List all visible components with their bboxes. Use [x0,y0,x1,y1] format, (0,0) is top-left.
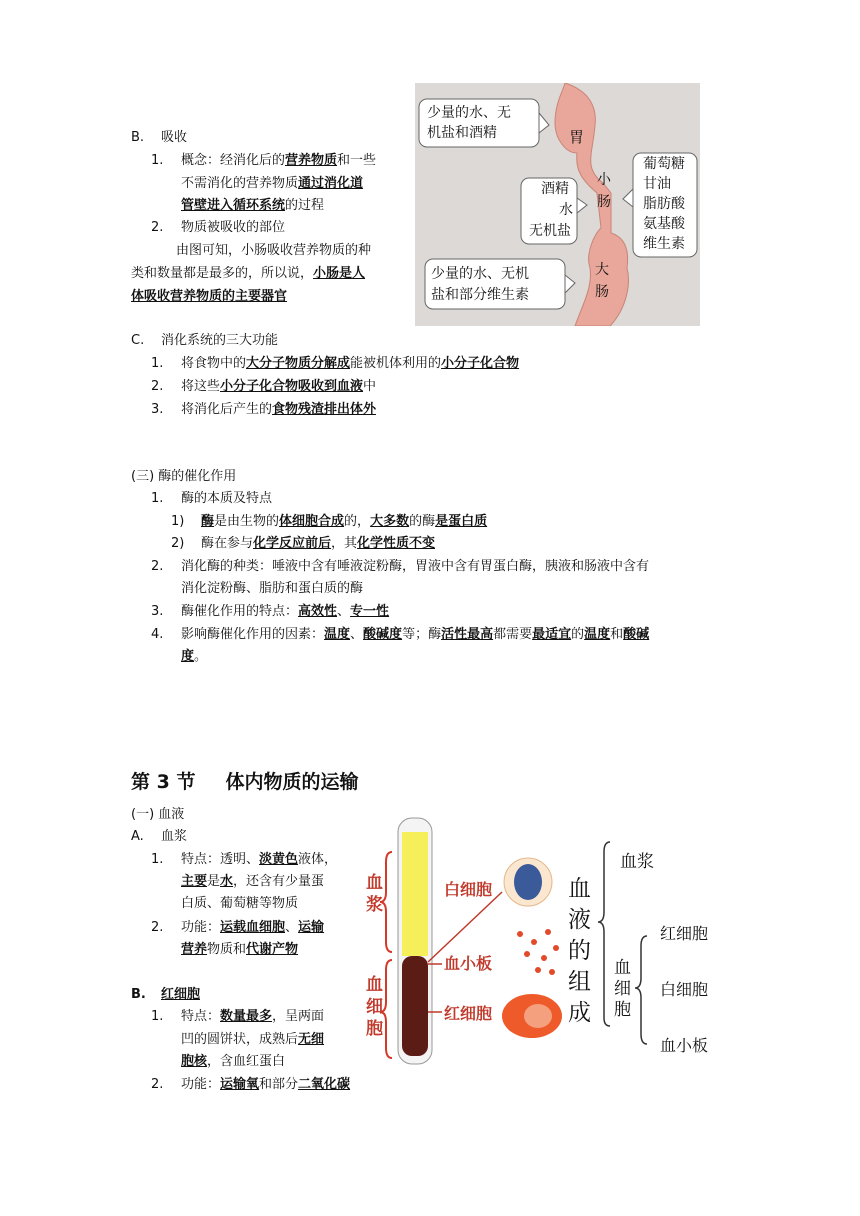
box-text: 少量的水、无 [427,105,511,121]
plasma-branch-label: 血浆 [620,852,654,872]
box-text: 少量的水、无机 [431,266,529,282]
text: 、 [337,604,351,619]
section-b-letter: B. [131,130,145,145]
keyword: 小分子化合物 [441,356,520,371]
keyword: 运载血细胞 [220,920,286,935]
list-number: 1. [151,491,164,506]
blood-heading: (一) 血液 [131,807,185,822]
rbc-title: 红细胞 [161,987,201,1002]
text: 和部分 [259,1077,299,1092]
keyword: 高效性 [298,604,338,619]
text: 。 [194,649,208,664]
list-number: 1. [151,153,164,168]
keyword: 营养 [181,942,208,957]
text: 概念：经消化后的 [181,153,286,168]
text: ，呈两面 [272,1009,325,1024]
small-intestine-label: 小肠 [597,172,611,210]
section-number: 第 3 节 [131,771,196,793]
keyword: 酸碱 [623,627,650,642]
rbc-branch-label: 红细胞 [660,924,709,943]
wbc-branch-label: 白细胞 [660,980,709,999]
text: 凹的圆饼状，成熟后 [181,1032,299,1047]
box-text: 氨基酸 [643,216,685,232]
text: 、 [285,920,299,935]
list-number: 3. [151,604,164,619]
platelet-branch-label: 血小板 [660,1036,709,1055]
keyword: 温度 [584,627,611,642]
keyword: 化学反应前后 [253,536,332,551]
box-text: 盐和部分维生素 [431,287,529,303]
sub-number: 2) [171,536,185,551]
enzyme-heading: (三) 酶的催化作用 [131,469,237,484]
keyword: 通过消化道 [298,176,364,191]
keyword: 管壁进入循环系统 [181,198,286,213]
section-c-title: 消化系统的三大功能 [161,333,279,348]
rbc-feature-line2 [181,1030,324,1050]
absorption-definition-line2 [181,174,363,194]
enzyme-subitem [201,512,487,532]
plasma-function-line2 [181,940,298,960]
enzyme-item: 消化淀粉酶、脂肪和蛋白质的酶 [181,581,364,596]
text: 特点：透明、 [181,852,260,867]
absorption-site-heading: 物质被吸收的部位 [181,220,286,235]
keyword: 是蛋白质 [435,514,488,529]
keyword: 温度 [324,627,351,642]
platelet-label: 血小板 [444,954,493,973]
function-item [181,377,376,397]
absorption-definition-line1 [181,151,376,171]
keyword: 食物残渣排出体外 [272,402,377,417]
blood-composition-figure [362,812,742,1074]
text: 功能： [181,920,221,935]
list-number: 1. [151,356,164,371]
keyword: 运输 [298,920,325,935]
plasma-feature-line3: 白质、葡萄糖等物质 [181,896,299,911]
plasma-feature-line2 [181,872,324,892]
text: 中 [363,379,377,394]
keyword: 小分子化合物吸收到血液 [220,379,364,394]
keyword: 专一性 [350,604,390,619]
list-number: 1. [151,852,164,867]
text: 的， [344,514,371,529]
plasma-letter: A. [131,829,144,844]
keyword: 度 [181,649,195,664]
keyword: 淡黄色 [259,852,299,867]
text: 的酶 [409,514,436,529]
keyword: 主要 [181,874,208,889]
plasma-title: 血浆 [161,829,188,844]
box-text: 维生素 [643,236,685,252]
keyword: 酸碱度 [363,627,403,642]
box-text: 无机盐 [529,223,571,239]
text: ，含血红蛋白 [207,1054,286,1069]
section-c-letter: C. [131,333,145,348]
box-text: 机盐和酒精 [427,125,497,141]
paragraph-line: 由图可知，小肠吸收营养物质的种 [176,243,372,258]
rbc-function [181,1075,350,1095]
text: 物质和 [207,942,247,957]
text: 、 [350,627,364,642]
enzyme-item: 酶的本质及特点 [181,491,273,506]
keyword: 运输氧 [220,1077,260,1092]
text: 特点： [181,1009,221,1024]
wbc-label: 白细胞 [444,880,493,899]
enzyme-item [181,625,649,645]
box-text: 葡萄糖 [643,156,685,172]
box-text: 脂肪酸 [643,196,685,212]
absorption-figure [415,83,700,326]
text: 的 [571,627,585,642]
plasma-feature-line1 [181,850,337,870]
text: 和一些 [337,153,377,168]
box-text: 甘油 [643,176,671,192]
section-title: 体内物质的运输 [225,771,359,793]
keyword: 小肠是人 [313,266,366,281]
plasma-function-line1 [181,918,324,938]
keyword: 活性最高 [441,627,494,642]
keyword: 体细胞合成 [279,514,345,529]
text: 影响酶催化作用的因素： [181,627,325,642]
text: 是 [207,874,221,889]
text: 将这些 [181,379,221,394]
text: 不需消化的营养物质 [181,176,299,191]
text: ，还含有少量蛋 [233,874,325,889]
keyword: 营养物质 [285,153,338,168]
box-text: 酒精 [541,181,569,197]
text: 的过程 [285,198,325,213]
list-number: 1. [151,1009,164,1024]
list-number: 2. [151,920,164,935]
keyword: 体吸收营养物质的主要器官 [131,289,288,304]
keyword: 水 [220,874,234,889]
section-b-title: 吸收 [161,130,188,145]
rbc-feature-line1 [181,1007,324,1027]
rbc-letter: B. [131,987,146,1002]
text: 将消化后产生的 [181,402,273,417]
enzyme-item [181,602,389,622]
list-number: 3. [151,402,164,417]
function-item [181,400,376,420]
keyword: 无细 [298,1032,325,1047]
keyword: 胞核 [181,1054,208,1069]
rbc-label: 红细胞 [444,1004,493,1023]
list-number: 2. [151,1077,164,1092]
absorption-definition-line3 [181,196,324,216]
text: 酶催化作用的特点： [181,604,299,619]
rbc-feature-line3 [181,1052,285,1072]
text: ，其 [331,536,358,551]
keyword: 二氧化碳 [298,1077,351,1092]
sub-number: 1) [171,514,185,529]
keyword: 化学性质不变 [357,536,436,551]
blood-composition-title: 血液的组成 [568,876,591,1026]
enzyme-item [181,647,207,667]
list-number: 2. [151,220,164,235]
paragraph-line [131,264,365,284]
text: 液体， [298,852,338,867]
text: 都需要 [493,627,533,642]
text: 能被机体利用的 [350,356,442,371]
large-intestine-label: 大肠 [595,262,609,300]
plasma-vertical-label: 血浆 [366,873,383,915]
enzyme-subitem [201,534,435,554]
paragraph-line [131,287,287,307]
keyword: 大多数 [370,514,410,529]
text: 等；酶 [402,627,442,642]
section-heading [131,769,358,798]
cells-vertical-label: 血细胞 [366,975,383,1039]
keyword: 大分子物质分解成 [246,356,351,371]
function-item [181,354,519,374]
list-number: 2. [151,559,164,574]
text: 酶在参与 [201,536,254,551]
text: 功能： [181,1077,221,1092]
text: 类和数量都是最多的，所以说， [131,266,314,281]
cells-branch-label: 血细胞 [614,958,631,1020]
text: 是由生物的 [214,514,280,529]
enzyme-item: 消化酶的种类：唾液中含有唾液淀粉酶，胃液中含有胃蛋白酶，胰液和肠液中含有 [181,559,650,574]
keyword: 酶 [201,514,215,529]
keyword: 代谢产物 [246,942,299,957]
box-text: 水 [559,202,573,218]
text: 将食物中的 [181,356,247,371]
list-number: 4. [151,627,164,642]
list-number: 2. [151,379,164,394]
text: 和 [610,627,624,642]
keyword: 数量最多 [220,1009,273,1024]
stomach-label: 胃 [569,128,585,146]
keyword: 最适宜 [532,627,572,642]
